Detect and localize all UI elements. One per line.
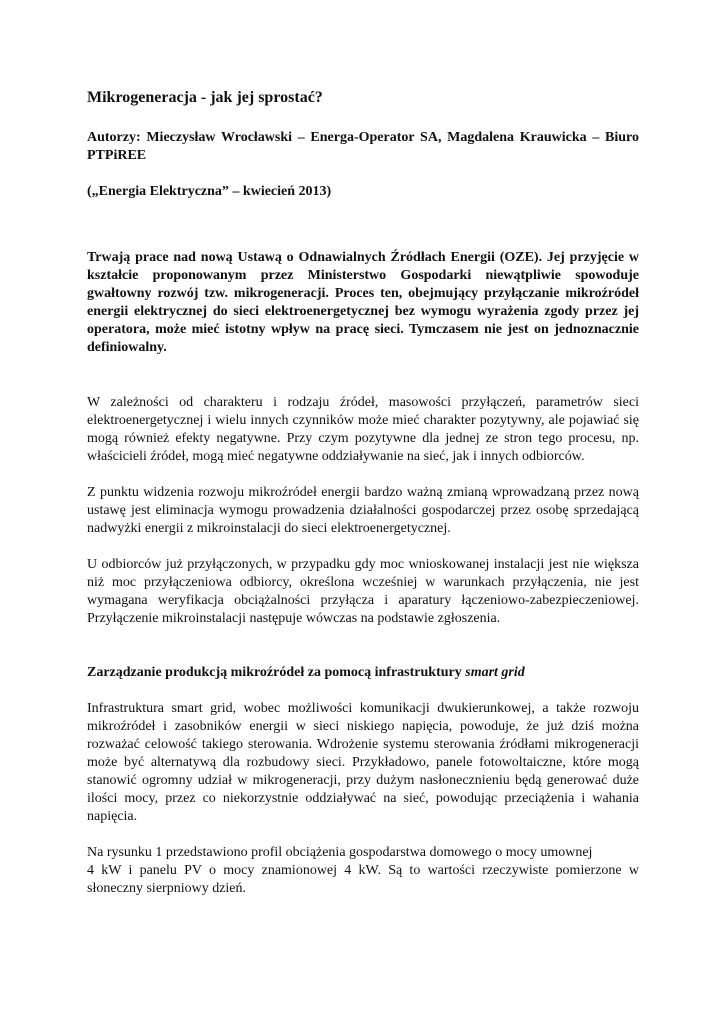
- lead-paragraph: Trwają prace nad nową Ustawą o Odnawialnych Źródłach Energii (OZE). Jej przyjęcie w kształcie proponowanym przez Ministerstwo Gospodarki niewątpliwie spowoduje gwałtowny rozwój tzw. mikrogeneracji. Proces ten, obejmujący przyłączanie mikroźródeł energii elektrycznej do sieci elektroenergetycznej bez wymogu wyrażenia zgody przez jej operatora, może mieć istotny wpływ na pracę sieci. Tymczasem nie jest on jednoznacznie definiowalny.: [87, 250, 639, 355]
- body-paragraph-1: W zależności od charakteru i rodzaju źródeł, masowości przyłączeń, parametrów sieci elektroenergetycznej i wielu innych czynników może mieć charakter pozytywny, ale pojawiać się mogą również efekty negatywne. Przy czym pozytywne dla jednej ze stron tego procesu, np. właścicieli źródeł, mogą mieć negatywne oddziaływanie na sieć, jak i innych odbiorców.: [87, 395, 639, 464]
- section-heading: [87, 664, 639, 682]
- document-page: [87, 88, 639, 898]
- section-paragraph-2: [87, 844, 639, 898]
- source-citation: („Energia Elektryczna” – kwiecień 2013): [87, 184, 332, 199]
- section-heading-text: Zarządzanie produkcją mikroźródeł za pomocą infrastruktury: [87, 665, 462, 680]
- section-paragraph-2-line-1: Na rysunku 1 przedstawiono profil obciążenia gospodarstwa domowego o mocy umownej: [87, 845, 593, 860]
- document-title: Mikrogeneracja - jak jej sprostać?: [87, 89, 323, 106]
- body-paragraph-2: Z punktu widzenia rozwoju mikroźródeł energii bardzo ważną zmianą wprowadzaną przez nową ustawę jest eliminacja wymogu prowadzenia działalności gospodarczej przez osobę sprzedającą nadwyżki energii z mikroinstalacji do sieci elektroenergetycznej.: [87, 485, 639, 536]
- authors-line: Autorzy: Mieczysław Wrocławski – Energa-Operator SA, Magdalena Krauwicka – Biuro PTPiREE: [87, 130, 639, 163]
- section-paragraph-2-line-2: 4 kW i panelu PV o mocy znamionowej 4 kW. Są to wartości rzeczywiste pomierzone w słoneczny sierpniowy dzień.: [87, 863, 639, 896]
- body-paragraph-3: U odbiorców już przyłączonych, w przypadku gdy moc wnioskowanej instalacji jest nie większa niż moc przyłączeniowa odbiorcy, określona wcześniej w warunkach przyłączenia, nie jest wymagana weryfikacja obciążalności przyłącza i aparatury łączeniowo-zabezpieczeniowej. Przyłączenie mikroinstalacji następuje wówczas na podstawie zgłoszenia.: [87, 557, 639, 626]
- section-heading-italic: smart grid: [465, 665, 525, 680]
- section-paragraph-1: Infrastruktura smart grid, wobec możliwości komunikacji dwukierunkowej, a także rozwoju mikroźródeł i zasobników energii w sieci niskiego napięcia, powoduje, że już dziś można rozważać celowość takiego sterowania. Wdrożenie systemu sterowania źródłami mikrogeneracji może być alternatywą dla rozbudowy sieci. Przykładowo, panele fotowoltaiczne, które mogą stanowić ogromny udział w mikrogeneracji, przy dużym nasłonecznieniu będą generować duże ilości mocy, przez co niekorzystnie oddziaływać na sieć, powodując przeciążenia i wahania napięcia.: [87, 701, 639, 824]
